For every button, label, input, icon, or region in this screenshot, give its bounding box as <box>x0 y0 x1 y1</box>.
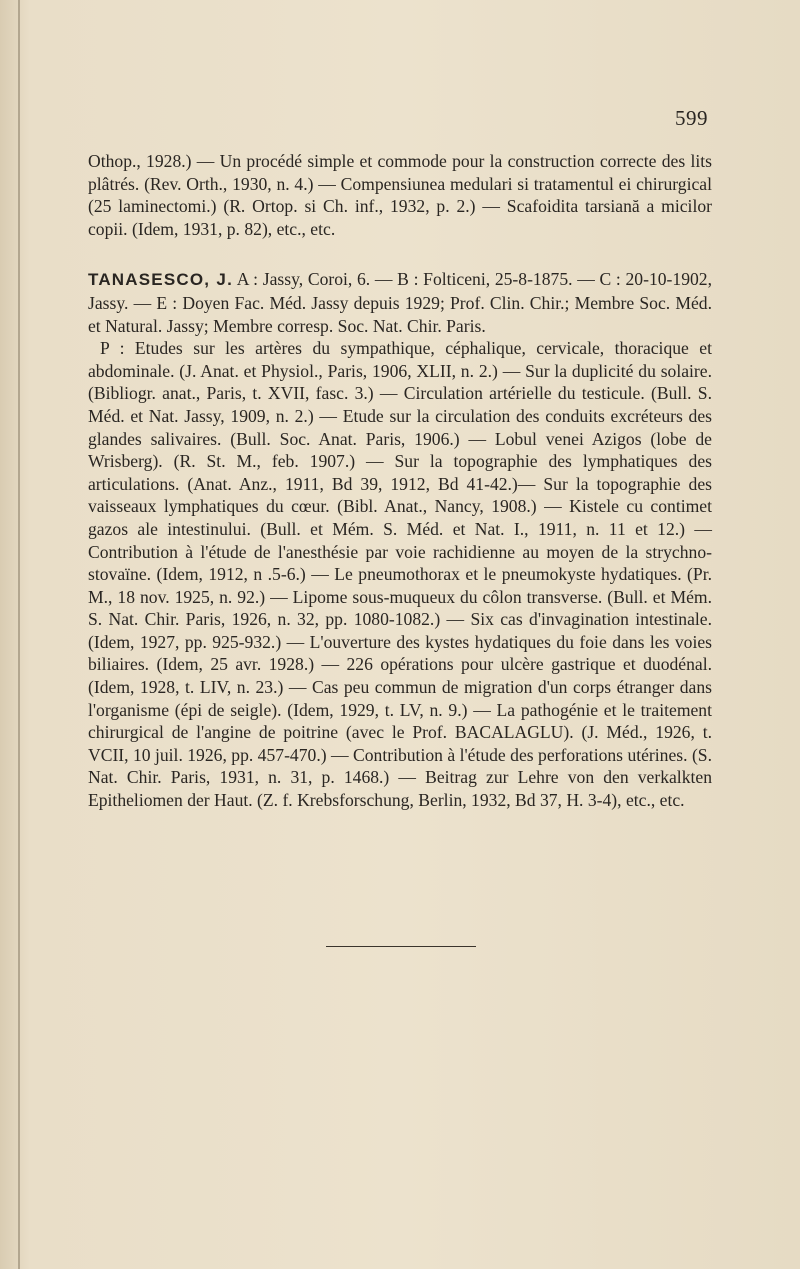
entry-name: TANASESCO, J. <box>88 270 233 290</box>
page-gutter-line <box>18 0 20 1269</box>
entry-bio: A : Jassy, Coroi, 6. — B : Folticeni, 25-8-1875. — C : 20-10-1902, Jassy. — E : Doyen Fac. Méd. Jassy depuis 1929; Prof. Clin. Chir.; Membre Soc. Méd. et Natural. Jassy; Membre corresp. Soc. Nat. Chir. Paris. <box>88 269 712 336</box>
intro-paragraph: Othop., 1928.) — Un procédé simple et commode pour la construction correcte des lits plâtrés. (Rev. Orth., 1930, n. 4.) — Compensiunea medulari si tratamentul ei chirurgical (25 laminectomi.) (R. Ortop. si Ch. inf., 1932, p. 2.) — Scafoidita tarsiană a micilor copii. (Idem, 1931, p. 82), etc., etc. <box>88 151 712 239</box>
page-number: 599 <box>675 106 708 130</box>
biography-entry <box>88 268 712 337</box>
entry-publications: P : Etudes sur les artères du sympathique, céphalique, cervicale, thoracique et abdominale. (J. Anat. et Physiol., Paris, 1906, XLII, n. 2.) — Sur la duplicité du solaire. (Bibliogr. anat., Paris, t. XVII, fasc. 3.) — Circulation artérielle du testicule. (Bull. S. Méd. et Nat. Jassy, 1909, n. 2.) — Etude sur la circulation des conduits excréteurs des glandes salivaires. (Bull. Soc. Anat. Paris, 1906.) — Lobul venei Azigos (lobe de Wrisberg). (R. St. M., feb. 1907.) — Sur la topographie des lymphatiques des articulations. (Anat. Anz., 1911, Bd 39, 1912, Bd 41-42.)— Sur la topographie des vaisseaux lymphatiques du cœur. (Bibl. Anat., Nancy, 1908.) — Kistele cu contimet gazos ale intestinului. (Bull. et Mém. S. Méd. et Nat. I., 1911, n. 11 et 12.) — Contribution à l'étude de l'anesthésie par voie rachidienne au moyen de la strychno-stovaïne. (Idem, 1912, n .5-6.) — Le pneumothorax et le pneumokyste hydatiques. (Pr. M., 18 nov. 1925, n. 92.) — Lipome sous-muqueux du côlon transverse. (Bull. et Mém. S. Nat. Chir. Paris, 1926, n. 32, pp. 1080-1082.) — Six cas d'invagination intestinale. (Idem, 1927, pp. 925-932.) — L'ouverture des kystes hydatiques du foie dans les voies biliaires. (Idem, 25 avr. 1928.) — 226 opérations pour ulcère gastrique et duodénal. (Idem, 1928, t. LIV, n. 23.) — Cas peu commun de migration d'un corps étranger dans l'organisme (épi de seigle). (Idem, 1929, t. LV, n. 9.) — La pathogénie et le traitement chirurgical de l'angine de poitrine (avec le Prof. BACALAGLU). (J. Méd., 1926, t. VCII, 10 juil. 1926, pp. 457-470.) — Contribution à l'étude des perforations utérines. (S. Nat. Chir. Paris, 1931, n. 31, p. 1468.) — Beitrag zur Lehre von den verkalkten Epitheliomen der Haut. (Z. f. Krebsforschung, Berlin, 1932, Bd 37, H. 3-4), etc., etc. <box>88 338 712 811</box>
section-divider <box>326 946 476 947</box>
main-text <box>88 150 712 812</box>
